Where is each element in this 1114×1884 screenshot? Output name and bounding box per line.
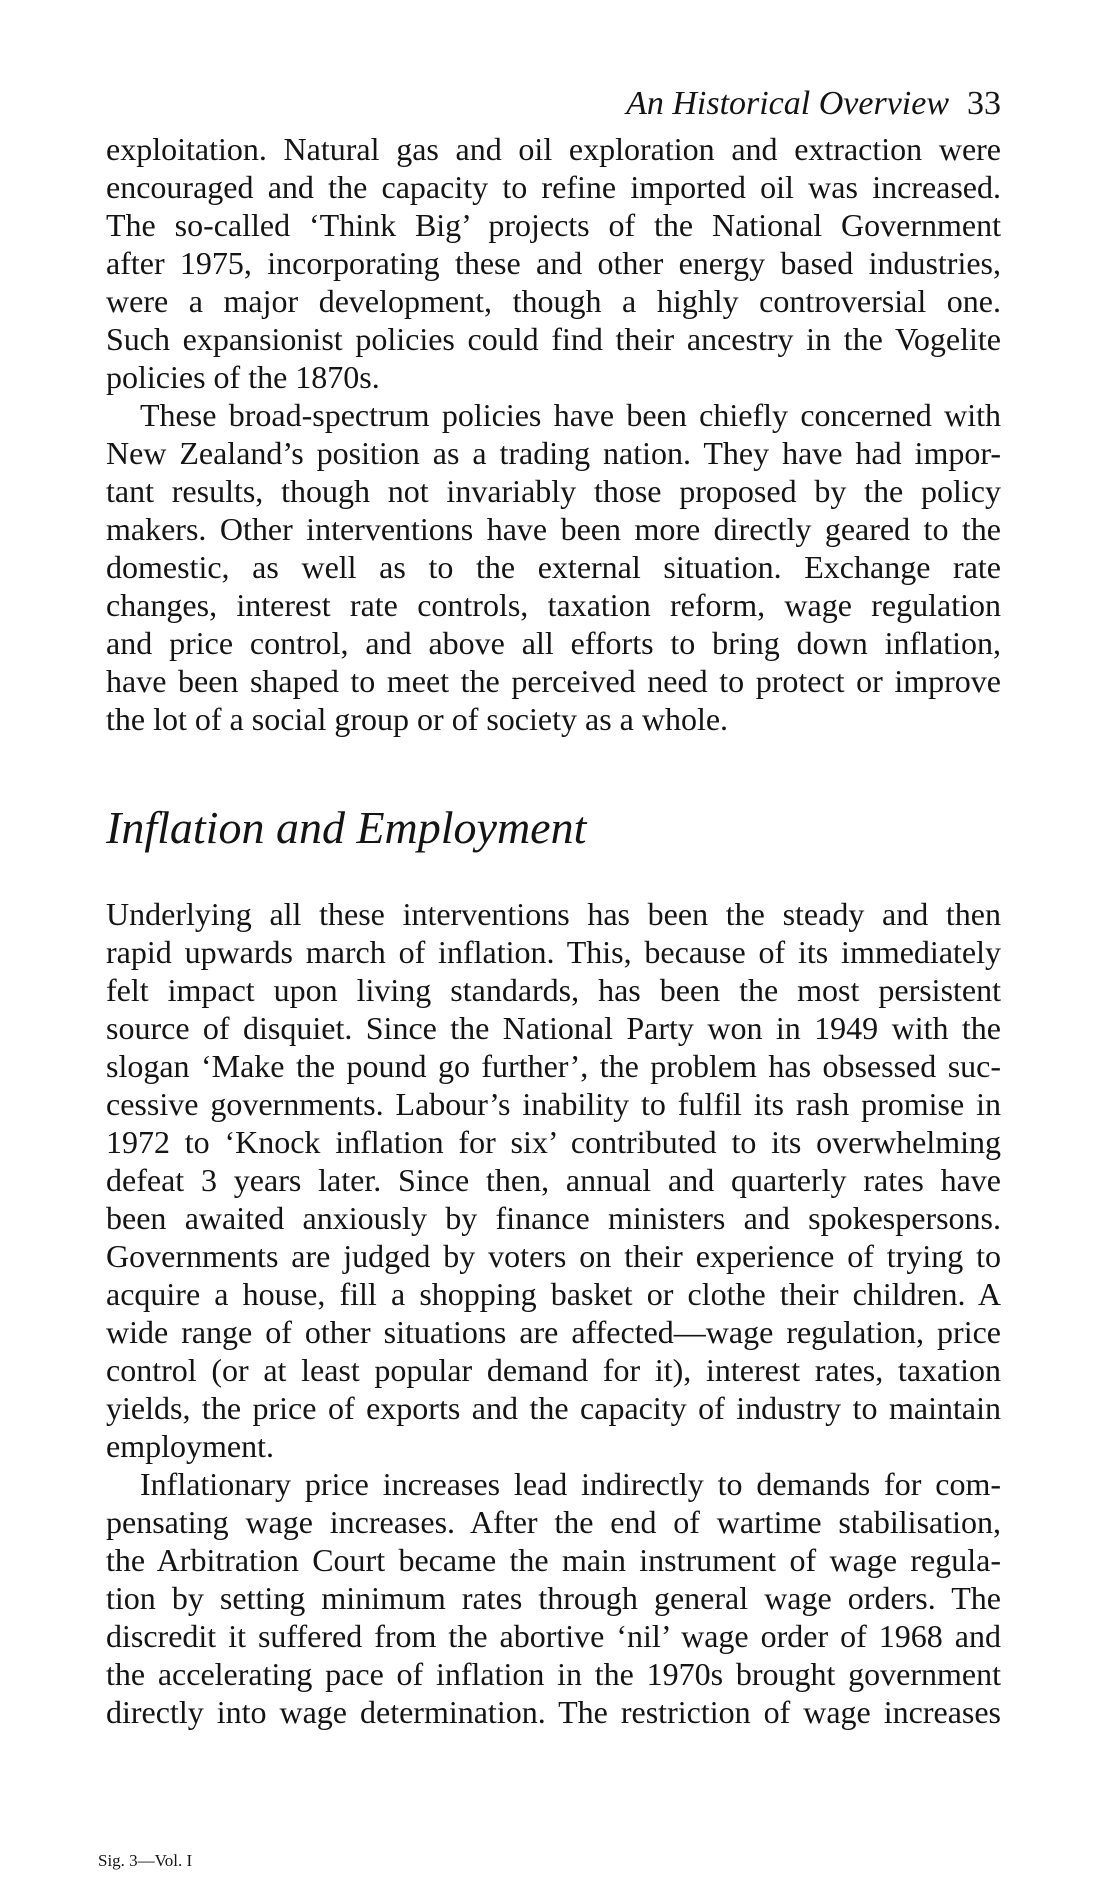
- text-line: the lot of a social group or of society as a whole.: [106, 701, 729, 737]
- text-line: cessive governments. Labour’s inability to fulfil its rash promise in: [106, 1086, 1001, 1122]
- text-line: been awaited anxiously by finance ministers and spokespersons.: [106, 1200, 1001, 1236]
- text-line: The so-called ‘Think Big’ projects of the National Government: [106, 207, 1001, 243]
- text-line: Underlying all these interventions has been the steady and then: [106, 896, 1001, 932]
- text-line: source of disquiet. Since the National Party won in 1949 with the: [106, 1010, 1001, 1046]
- signature-mark: Sig. 3—Vol. I: [98, 1851, 193, 1870]
- text-line: and price control, and above all efforts to bring down inflation,: [106, 625, 1001, 661]
- text-line: directly into wage determination. The restriction of wage increases: [106, 1694, 1001, 1730]
- text-line: domestic, as well as to the external situation. Exchange rate: [106, 549, 1001, 585]
- text-line: exploitation. Natural gas and oil exploration and extraction were: [106, 131, 1001, 167]
- text-line: acquire a house, fill a shopping basket or clothe their children. A: [106, 1276, 1001, 1312]
- text-block-bottom: [106, 895, 1001, 1731]
- text-line: the accelerating pace of inflation in the 1970s brought government: [106, 1656, 1001, 1692]
- text-line: rapid upwards march of inflation. This, because of its immediately: [106, 934, 1001, 970]
- text-line: slogan ‘Make the pound go further’, the problem has obsessed suc-: [106, 1048, 1001, 1084]
- text-line: wide range of other situations are affected—wage regulation, price: [106, 1314, 1001, 1350]
- text-line: makers. Other interventions have been more directly geared to the: [106, 511, 1001, 547]
- page-number: 33: [967, 85, 1001, 122]
- text-line: yields, the price of exports and the capacity of industry to maintain: [106, 1390, 1001, 1426]
- text-line: Inflationary price increases lead indirectly to demands for com-: [140, 1466, 1001, 1502]
- paragraph-policies: [106, 396, 1001, 738]
- text-line: tion by setting minimum rates through general wage orders. The: [106, 1580, 1001, 1616]
- text-line: after 1975, incorporating these and other energy based industries,: [106, 245, 1001, 281]
- text-line: felt impact upon living standards, has been the most persistent: [106, 972, 1001, 1008]
- text-line: have been shaped to meet the perceived need to protect or improve: [106, 663, 1001, 699]
- text-line: employment.: [106, 1428, 274, 1464]
- text-line: defeat 3 years later. Since then, annual and quarterly rates have: [106, 1162, 1001, 1198]
- text-line: control (or at least popular demand for it), interest rates, taxation: [106, 1352, 1001, 1388]
- text-line: were a major development, though a highly controversial one.: [106, 283, 1001, 319]
- running-head: [626, 84, 1001, 124]
- text-line: policies of the 1870s.: [106, 359, 380, 395]
- paragraph-wages: [106, 1465, 1001, 1731]
- paragraph-inflation: [106, 895, 1001, 1465]
- text-block-top: [106, 130, 1001, 738]
- text-line: changes, interest rate controls, taxation reform, wage regulation: [106, 587, 1001, 623]
- paragraph-continuation: [106, 130, 1001, 396]
- text-line: discredit it suffered from the abortive ‘nil’ wage order of 1968 and: [106, 1618, 1001, 1654]
- text-line: tant results, though not invariably those proposed by the policy: [106, 473, 1001, 509]
- text-line: These broad-spectrum policies have been chiefly concerned with: [140, 397, 1001, 433]
- text-line: pensating wage increases. After the end of wartime stabilisation,: [106, 1504, 1001, 1540]
- text-line: Governments are judged by voters on their experience of trying to: [106, 1238, 1001, 1274]
- text-line: the Arbitration Court became the main instrument of wage regula-: [106, 1542, 1001, 1578]
- running-head-title: An Historical Overview: [626, 85, 949, 122]
- section-heading: Inflation and Employment: [106, 802, 587, 853]
- text-line: Such expansionist policies could find their ancestry in the Vogelite: [106, 321, 1001, 357]
- text-line: 1972 to ‘Knock inflation for six’ contributed to its overwhelming: [106, 1124, 1001, 1160]
- text-line: New Zealand’s position as a trading nation. They have had impor-: [106, 435, 1001, 471]
- text-line: encouraged and the capacity to refine imported oil was increased.: [106, 169, 1001, 205]
